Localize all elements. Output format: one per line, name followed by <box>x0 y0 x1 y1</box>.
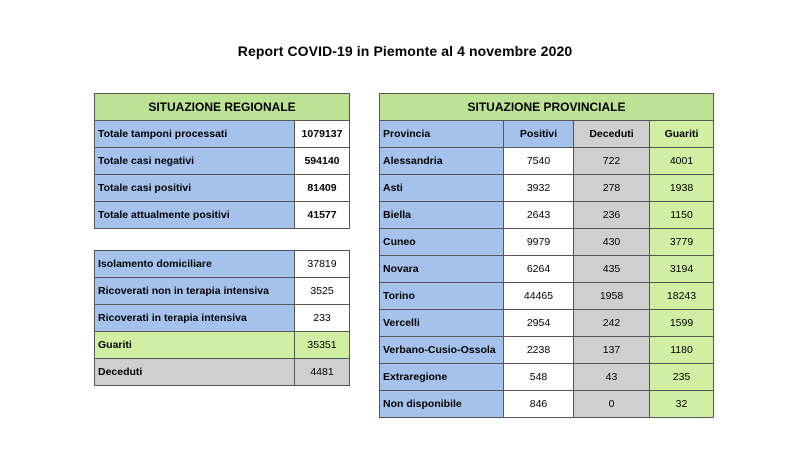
table-row <box>380 148 714 175</box>
summary-label: Totale tamponi processati <box>95 121 295 148</box>
guariti-cell: 1599 <box>650 310 714 337</box>
detail-value: 37819 <box>295 251 350 278</box>
table-row <box>95 148 350 175</box>
positivi-cell: 9979 <box>504 229 574 256</box>
positivi-cell: 846 <box>504 391 574 418</box>
deceduti-cell: 278 <box>574 175 650 202</box>
guariti-cell: 3194 <box>650 256 714 283</box>
column-header-row <box>380 121 714 148</box>
summary-label: Totale casi positivi <box>95 175 295 202</box>
guariti-cell: 1938 <box>650 175 714 202</box>
guariti-cell: 1180 <box>650 337 714 364</box>
deceduti-cell: 236 <box>574 202 650 229</box>
deceduti-cell: 242 <box>574 310 650 337</box>
summary-label: Totale casi negativi <box>95 148 295 175</box>
table-row <box>95 332 350 359</box>
detail-value: 3525 <box>295 278 350 305</box>
column-header: Guariti <box>650 121 714 148</box>
report-title: Report COVID-19 in Piemonte al 4 novembre 2020 <box>237 43 573 59</box>
summary-value: 1079137 <box>295 121 350 148</box>
guariti-cell: 235 <box>650 364 714 391</box>
table-row <box>380 256 714 283</box>
summary-label: Totale attualmente positivi <box>95 202 295 229</box>
table-row <box>380 202 714 229</box>
table-row <box>380 337 714 364</box>
provincia-cell: Asti <box>380 175 504 202</box>
positivi-cell: 3932 <box>504 175 574 202</box>
table-row <box>380 283 714 310</box>
positivi-cell: 2238 <box>504 337 574 364</box>
detail-label: Isolamento domiciliare <box>95 251 295 278</box>
provincia-cell: Verbano-Cusio-Ossola <box>380 337 504 364</box>
provincial-header: SITUAZIONE PROVINCIALE <box>380 94 714 121</box>
detail-label: Deceduti <box>95 359 295 386</box>
table-row <box>380 310 714 337</box>
detail-label: Guariti <box>95 332 295 359</box>
detail-value: 35351 <box>295 332 350 359</box>
summary-value: 41577 <box>295 202 350 229</box>
detail-value: 4481 <box>295 359 350 386</box>
table-row <box>95 175 350 202</box>
guariti-cell: 3779 <box>650 229 714 256</box>
detail-label: Ricoverati non in terapia intensiva <box>95 278 295 305</box>
detail-label: Ricoverati in terapia intensiva <box>95 305 295 332</box>
table-row <box>95 251 350 278</box>
provincia-cell: Novara <box>380 256 504 283</box>
guariti-cell: 18243 <box>650 283 714 310</box>
table-row <box>380 364 714 391</box>
regional-summary-table <box>94 93 350 229</box>
table-row <box>95 278 350 305</box>
regional-header: SITUAZIONE REGIONALE <box>95 94 350 121</box>
provincia-cell: Torino <box>380 283 504 310</box>
deceduti-cell: 435 <box>574 256 650 283</box>
deceduti-cell: 722 <box>574 148 650 175</box>
table-row <box>95 359 350 386</box>
table-row <box>95 121 350 148</box>
deceduti-cell: 137 <box>574 337 650 364</box>
positivi-cell: 6264 <box>504 256 574 283</box>
guariti-cell: 4001 <box>650 148 714 175</box>
provincia-cell: Vercelli <box>380 310 504 337</box>
positivi-cell: 2643 <box>504 202 574 229</box>
table-row <box>95 305 350 332</box>
summary-value: 594140 <box>295 148 350 175</box>
table-row <box>95 202 350 229</box>
regional-detail-table <box>94 250 350 386</box>
table-row <box>380 175 714 202</box>
deceduti-cell: 43 <box>574 364 650 391</box>
column-header: Provincia <box>380 121 504 148</box>
table-row <box>380 391 714 418</box>
positivi-cell: 44465 <box>504 283 574 310</box>
positivi-cell: 548 <box>504 364 574 391</box>
column-header: Positivi <box>504 121 574 148</box>
table-row <box>380 229 714 256</box>
guariti-cell: 1150 <box>650 202 714 229</box>
positivi-cell: 2954 <box>504 310 574 337</box>
positivi-cell: 7540 <box>504 148 574 175</box>
provincia-cell: Extraregione <box>380 364 504 391</box>
deceduti-cell: 1958 <box>574 283 650 310</box>
provincial-table <box>379 93 714 418</box>
provincia-cell: Cuneo <box>380 229 504 256</box>
detail-value: 233 <box>295 305 350 332</box>
guariti-cell: 32 <box>650 391 714 418</box>
provincia-cell: Alessandria <box>380 148 504 175</box>
column-header: Deceduti <box>574 121 650 148</box>
summary-value: 81409 <box>295 175 350 202</box>
deceduti-cell: 0 <box>574 391 650 418</box>
deceduti-cell: 430 <box>574 229 650 256</box>
provincia-cell: Biella <box>380 202 504 229</box>
provincia-cell: Non disponibile <box>380 391 504 418</box>
